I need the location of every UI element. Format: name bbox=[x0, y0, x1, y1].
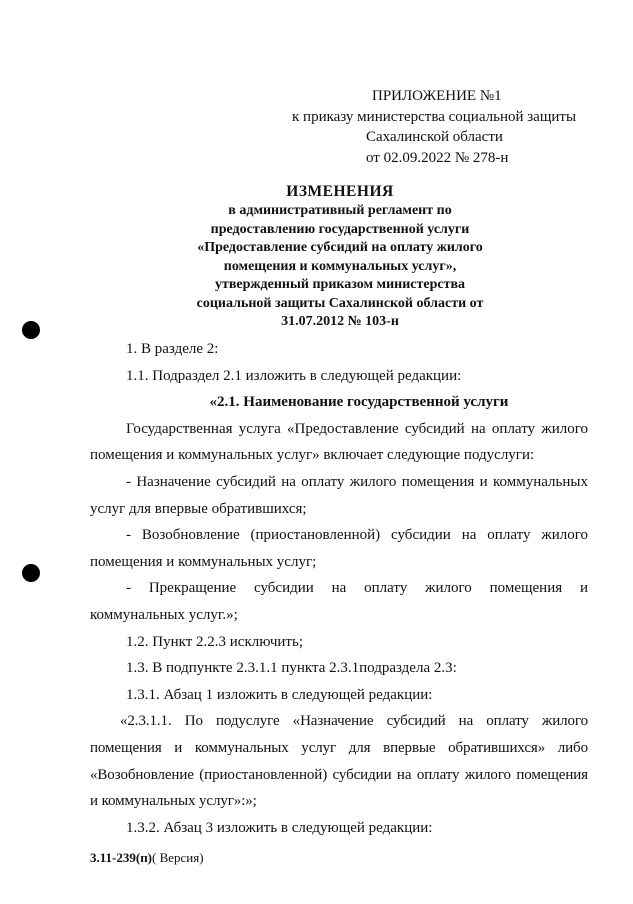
quoted-paragraph: «2.3.1.1. По подуслуге «Назначение субсидий на оплату жилого помещения и коммунальных услуг для впервые обратившихся» либо «Возобновление (приостановленной) субсидии на оплату жилого помещения и коммунальных услуг»:»; bbox=[90, 713, 588, 810]
list-item: - Возобновление (приостановленной) субсидии на оплату жилого помещения и коммунальных услуг; bbox=[90, 527, 588, 570]
document-body bbox=[90, 336, 588, 841]
punch-hole-bottom bbox=[22, 564, 40, 582]
paragraph: 1.1. Подраздел 2.1 изложить в следующей редакции: bbox=[126, 367, 462, 384]
appendix-date-line: от 02.09.2022 № 278-н bbox=[366, 149, 509, 166]
heading-line: помещения и коммунальных услуг», bbox=[223, 258, 457, 274]
heading-line: предоставлению государственной услуги bbox=[210, 221, 470, 237]
appendix-block bbox=[292, 86, 592, 168]
paragraph: 1.3.1. Абзац 1 изложить в следующей редакции: bbox=[126, 686, 433, 703]
heading-line: утвержденный приказом министерства bbox=[214, 277, 466, 292]
section-title: «2.1. Наименование государственной услуги bbox=[209, 394, 509, 411]
appendix-title: ПРИЛОЖЕНИЕ №1 bbox=[372, 88, 502, 104]
paragraph: 1.3. В подпункте 2.3.1.1 пункта 2.3.1подраздела 2.3: bbox=[126, 660, 457, 677]
paragraph: 1. В разделе 2: bbox=[126, 341, 219, 357]
paragraph: 1.2. Пункт 2.2.3 исключить; bbox=[126, 633, 303, 650]
heading-line: в административный регламент по bbox=[228, 203, 452, 218]
document-version: ( Версия) bbox=[152, 850, 204, 865]
document-heading bbox=[150, 182, 530, 332]
list-item-continuation: коммунальных услуг.»; bbox=[90, 606, 238, 623]
paragraph: Государственная услуга «Предоставление субсидий на оплату жилого помещения и коммунальных услуг» включает следующие подуслуги: bbox=[90, 420, 588, 464]
heading-title: ИЗМЕНЕНИЯ bbox=[286, 183, 394, 200]
punch-hole-top bbox=[22, 321, 40, 339]
list-item: - Прекращение субсидии на оплату жилого помещения и bbox=[126, 580, 588, 597]
heading-line: «Предоставление субсидий на оплату жилого bbox=[197, 240, 483, 255]
document-code: 3.11-239(п) bbox=[90, 850, 153, 865]
appendix-order-line: к приказу министерства социальной защиты bbox=[292, 108, 577, 125]
paragraph: 1.3.2. Абзац 3 изложить в следующей редакции: bbox=[126, 819, 433, 836]
heading-line: социальной защиты Сахалинской области от bbox=[196, 295, 484, 311]
appendix-region-line: Сахалинской области bbox=[366, 129, 503, 145]
footer-code bbox=[90, 850, 204, 866]
heading-line: 31.07.2012 № 103-н bbox=[281, 314, 399, 329]
list-item: - Назначение субсидий на оплату жилого помещения и коммунальных услуг для впервые обратившихся; bbox=[90, 473, 588, 517]
